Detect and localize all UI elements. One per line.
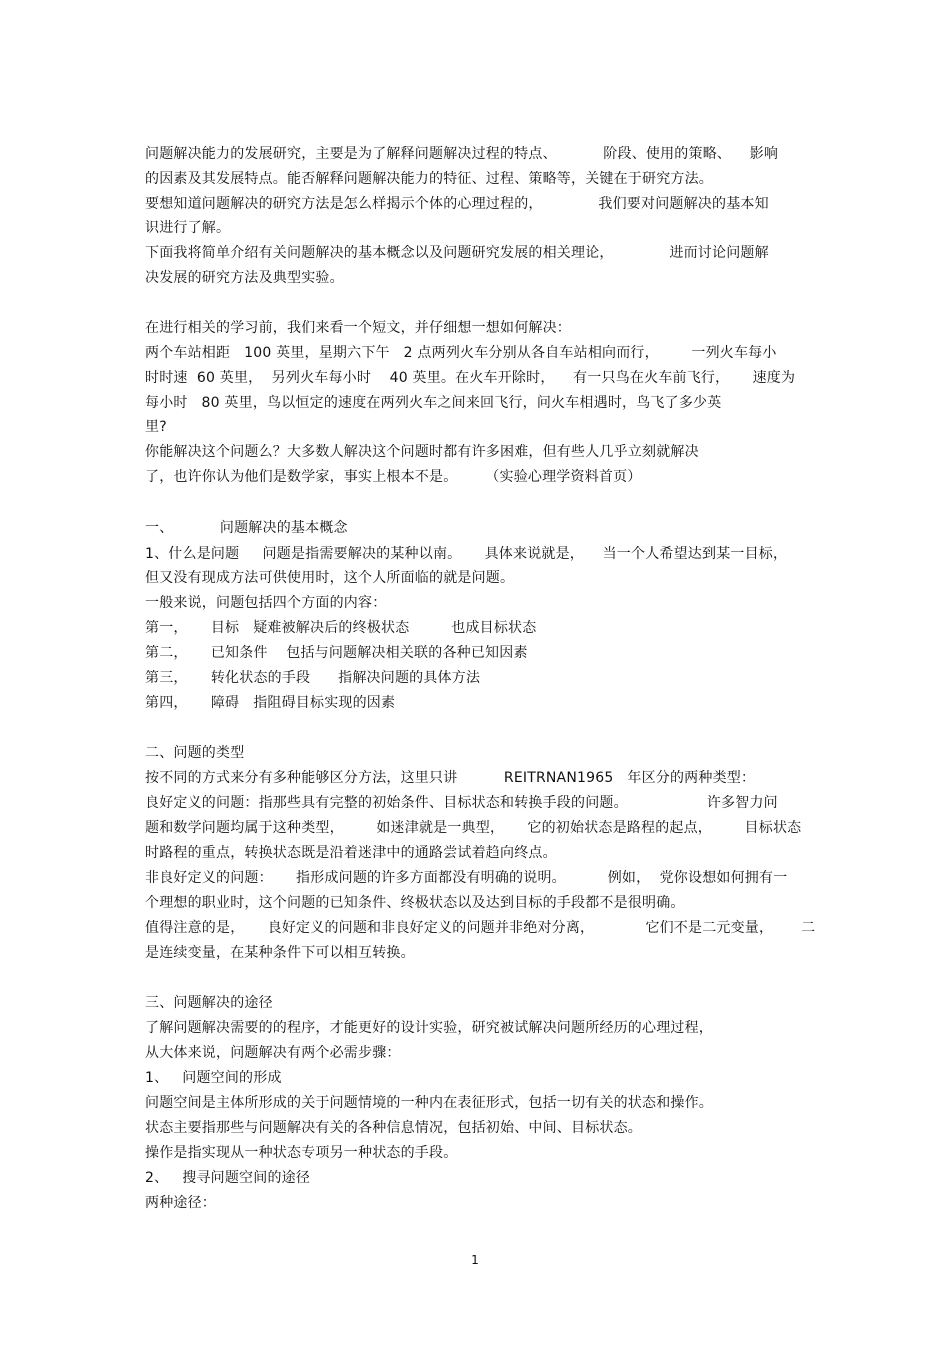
text-line: 非良好定义的问题： 指形成问题的许多方面都没有明确的说明。 例如， 党你设想如何拥有一 [145,870,788,886]
text-line: 一般来说，问题包括四个方面的内容： [145,595,387,611]
text-line: 问题空间是主体所形成的关于问题情境的一种内在表征形式，包括一切有关的状态和操作。 [145,1095,713,1111]
text-line: 第四， 障碍 指阻碍目标实现的因素 [145,695,396,711]
text-line: 从大体来说，问题解决有两个必需步骤： [145,1045,401,1061]
text-line: 良好定义的问题：指那些具有完整的初始条件、目标状态和转换手段的问题。 许多智力问 [145,795,778,811]
text-line: 按不同的方式来分有多种能够区分方法，这里只讲 REITRNAN1965 年区分的两种类型： [145,770,756,786]
text-line: 个理想的职业时，这个问题的已知条件、终极状态以及达到目标的手段都不是很明确。 [145,895,685,911]
text-line: 1、什么是问题 问题是指需要解决的某种以南。 具体来说就是， 当一个人希望达到某一目标， [145,546,788,562]
text-line: 第三， 转化状态的手段 指解决问题的具体方法 [145,670,481,686]
text-line: 两种途径： [145,1195,216,1211]
page-number: 1 [471,1253,479,1267]
text-line: 了解问题解决需要的的程序，才能更好的设计实验，研究被试解决问题所经历的心理过程， [145,1020,713,1036]
text-line: 里? [145,419,167,435]
text-line: 题和数学问题均属于这种类型， 如迷津就是一典型， 它的初始状态是路程的起点， 目标状态 [145,820,802,836]
text-line: 识进行了解。 [145,220,231,236]
text-line: 问题解决能力的发展研究，主要是为了解释问题解决过程的特点、 阶段、使用的策略、 影响 [145,146,779,162]
section-heading: 二、问题的类型 [145,745,245,761]
text-line: 你能解决这个问题么？大多数人解决这个问题时都有许多困难，但有些人几乎立刻就解决 [145,444,699,460]
text-line: 第一， 目标 疑难被解决后的终极状态 也成目标状态 [145,620,537,636]
text-line: 在进行相关的学习前，我们来看一个短文，并仔细想一想如何解决： [145,320,571,336]
text-line: 但又没有现成方法可供使用时，这个人所面临的就是问题。 [145,570,515,586]
text-line: 操作是指实现从一种状态专项另一种状态的手段。 [145,1145,458,1161]
text-line: 每小时 80 英里，鸟以恒定的速度在两列火车之间来回飞行，问火车相遇时，鸟飞了多少英 [145,395,722,411]
text-line: 两个车站相距 100 英里，星期六下午 2 点两列火车分别从各自车站相向而行， 一列火车每小 [145,345,777,361]
text-line: 值得注意的是， 良好定义的问题和非良好定义的问题并非绝对分离， 它们不是二元变量， 二 [145,920,816,936]
text-line: 时时速 60 英里， 另列火车每小时 40 英里。在火车开除时， 有一只鸟在火车前飞行， 速度为 [145,370,796,386]
text-line: 1、 问题空间的形成 [145,1070,282,1086]
section-heading: 一、 问题解决的基本概念 [145,520,348,536]
text-line: 决发展的研究方法及典型实验。 [145,270,344,286]
section-heading: 三、问题解决的途径 [145,995,273,1011]
text-line: 2、 搜寻问题空间的途径 [145,1170,311,1186]
text-line: 下面我将简单介绍有关问题解决的基本概念以及问题研究发展的相关理论， 进而讨论问题解 [145,245,769,261]
text-line: 要想知道问题解决的研究方法是怎么样揭示个体的心理过程的， 我们要对问题解决的基本知 [145,196,769,212]
text-line: 了，也许你认为他们是数学家，事实上根本不是。 （实验心理学资料首页） [145,469,642,485]
text-line: 时路程的重点，转换状态既是沿着迷津中的通路尝试着趋向终点。 [145,845,557,861]
text-line: 是连续变量，在某种条件下可以相互转换。 [145,945,415,961]
text-line: 第二， 已知条件 包括与问题解决相关联的各种已知因素 [145,645,528,661]
text-line: 的因素及其发展特点。能否解释问题解决能力的特征、过程、策略等，关键在于研究方法。 [145,171,713,187]
text-line: 状态主要指那些与问题解决有关的各种信息情况，包括初始、中间、目标状态。 [145,1120,642,1136]
